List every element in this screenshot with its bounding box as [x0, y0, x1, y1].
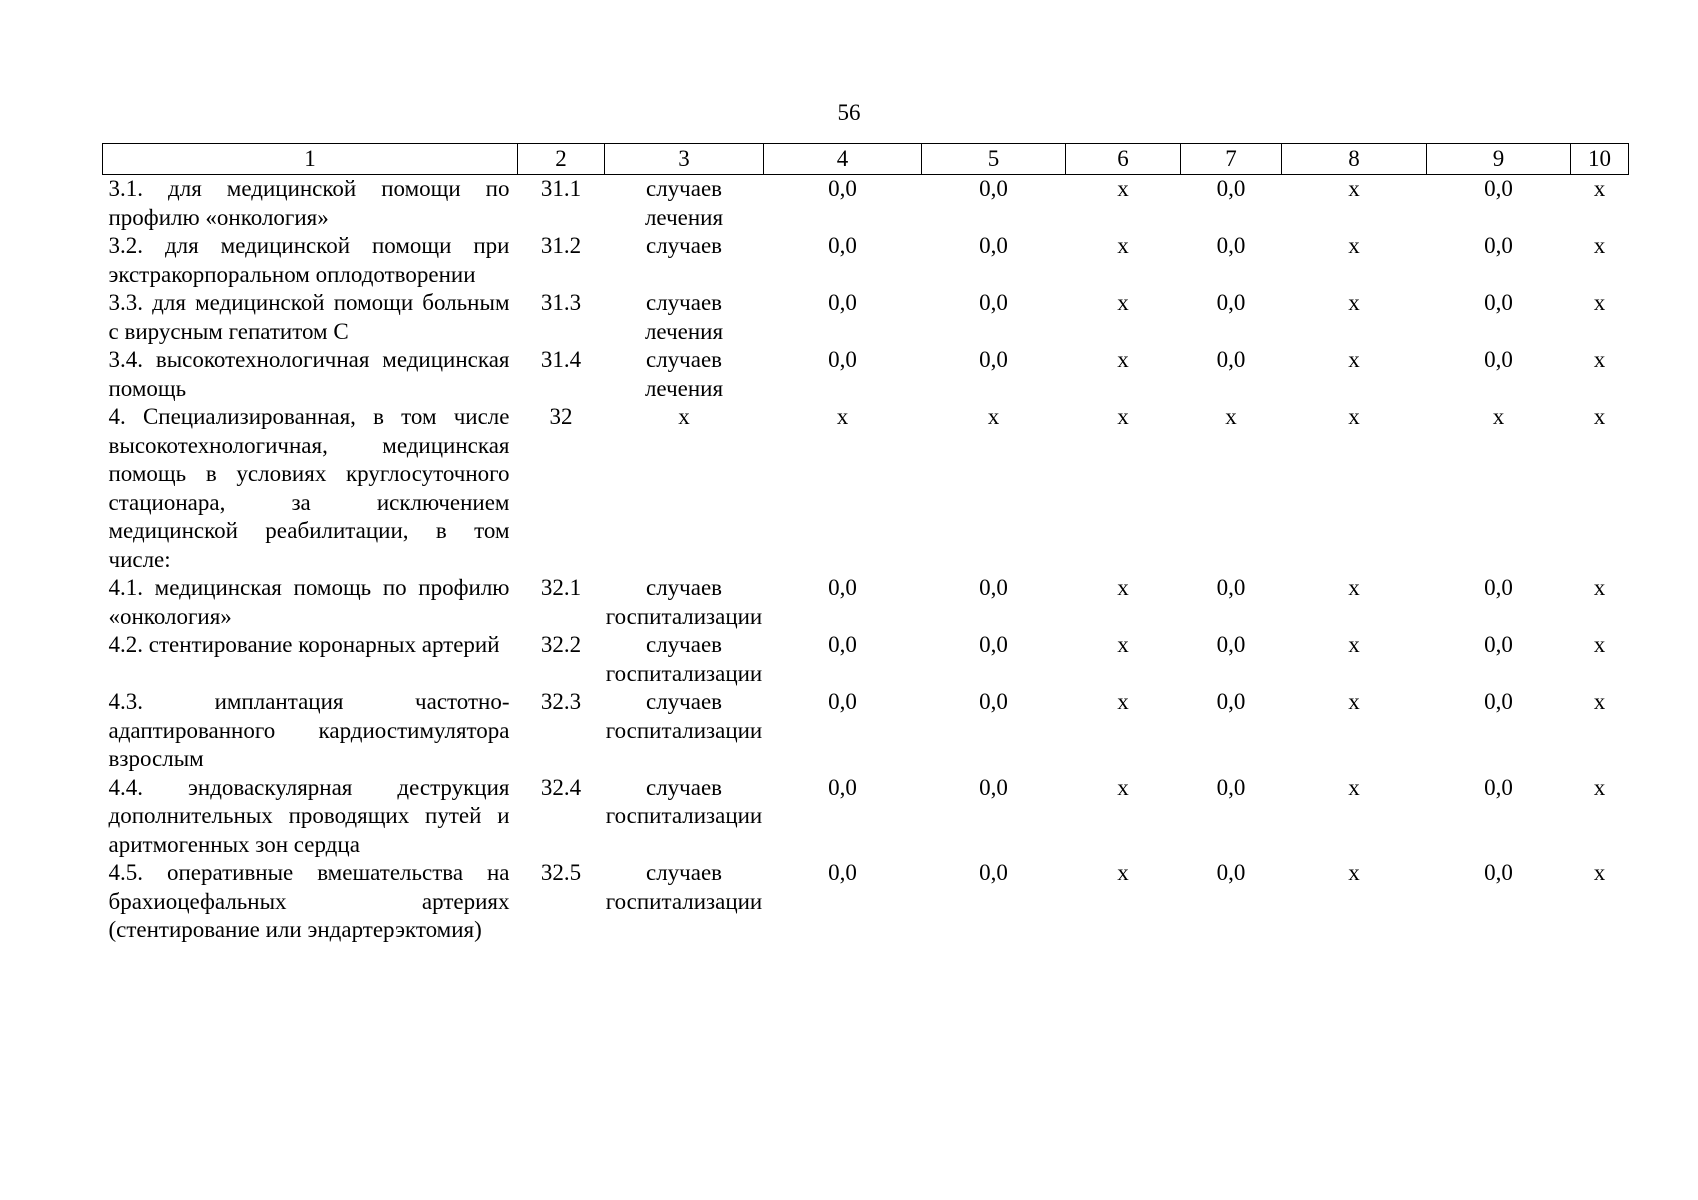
value-cell: 0,0	[828, 689, 857, 714]
value-cell: х	[1593, 290, 1606, 315]
value-cell: 0,0	[828, 176, 857, 201]
value-cell: 0,0	[1216, 176, 1246, 201]
unit-cell: случаев госпитализации	[605, 774, 763, 828]
table-row	[103, 346, 1629, 403]
row-code-cell: 31.2	[540, 233, 582, 258]
value-cell: х	[1348, 176, 1360, 201]
value-cell: х	[1117, 176, 1129, 201]
value-cell: х	[1593, 176, 1606, 201]
value-cell: 0,0	[828, 774, 857, 800]
value-cell: 0,0	[1484, 176, 1513, 201]
table-row	[103, 403, 1629, 574]
row-code-cell: 32.4	[540, 774, 582, 800]
value-cell: 0,0	[828, 290, 857, 315]
value-cell: 0,0	[1484, 860, 1513, 885]
data-table	[102, 143, 1629, 945]
value-cell: 0,0	[979, 632, 1008, 657]
value-cell: х	[987, 404, 1000, 429]
value-cell: 0,0	[828, 347, 857, 372]
column-header: 8	[1282, 144, 1427, 175]
value-cell: 0,0	[979, 347, 1008, 372]
value-cell: х	[1348, 575, 1360, 600]
value-cell: 0,0	[1484, 632, 1513, 657]
row-name-cell: 4.1. медицинская помощь по профилю «онкология»	[108, 575, 510, 629]
value-cell: х	[1117, 233, 1129, 258]
row-name-cell: 4.2. стентирование коронарных артерий	[108, 632, 500, 657]
column-header: 9	[1427, 144, 1571, 175]
value-cell: х	[1348, 404, 1360, 429]
unit-cell: случаев	[645, 233, 723, 258]
row-name-cell: 3.3. для медицинской помощи больным с вирусным гепатитом С	[108, 290, 510, 344]
column-header: 5	[922, 144, 1066, 175]
value-cell: х	[1348, 233, 1360, 258]
value-cell: 0,0	[1484, 774, 1513, 800]
row-name-cell: 3.2. для медицинской помощи при экстракорпоральном оплодотворении	[108, 233, 510, 287]
row-name-cell: 4.5. оперативные вмешательства на брахиоцефальных артериях (стентирование или эндартерэктомия)	[108, 860, 510, 942]
header-row	[103, 144, 1629, 175]
value-cell: 0,0	[1484, 233, 1513, 258]
column-header: 3	[605, 144, 764, 175]
value-cell: х	[1593, 347, 1606, 372]
value-cell: 0,0	[979, 774, 1008, 800]
value-cell: 0,0	[828, 632, 857, 657]
value-cell: х	[836, 404, 849, 429]
value-cell: х	[1593, 233, 1606, 258]
table-row	[103, 631, 1629, 688]
value-cell: 0,0	[1216, 860, 1246, 885]
unit-cell: случаев госпитализации	[605, 632, 763, 686]
value-cell: х	[1348, 860, 1360, 885]
row-code-cell: 32.3	[540, 689, 582, 714]
value-cell: х	[1117, 689, 1129, 714]
value-cell: х	[1348, 632, 1360, 657]
column-header: 6	[1066, 144, 1181, 175]
value-cell: х	[1593, 632, 1606, 657]
column-header: 1	[103, 144, 518, 175]
column-header: 4	[764, 144, 922, 175]
table-row	[103, 232, 1629, 289]
page-number: 56	[837, 100, 861, 125]
unit-cell: х	[678, 404, 690, 429]
row-code-cell: 32.1	[540, 575, 582, 600]
value-cell: х	[1117, 632, 1129, 657]
unit-cell: случаев госпитализации	[605, 575, 763, 629]
value-cell: 0,0	[979, 689, 1008, 714]
value-cell: х	[1117, 404, 1129, 429]
column-header: 2	[518, 144, 605, 175]
value-cell: х	[1593, 774, 1606, 800]
table-row	[103, 774, 1629, 860]
value-cell: х	[1225, 404, 1237, 429]
value-cell: 0,0	[1216, 774, 1246, 800]
value-cell: 0,0	[828, 233, 857, 258]
value-cell: 0,0	[1216, 233, 1246, 258]
unit-cell: случаев лечения	[644, 347, 724, 401]
value-cell: 0,0	[1484, 347, 1513, 372]
row-name-cell: 3.4. высокотехнологичная медицинская помощь	[108, 347, 510, 401]
row-code-cell: 31.1	[540, 176, 582, 201]
value-cell: х	[1117, 347, 1129, 372]
value-cell: х	[1348, 774, 1360, 800]
value-cell: 0,0	[828, 575, 857, 600]
value-cell: 0,0	[979, 233, 1008, 258]
value-cell: 0,0	[1216, 575, 1246, 600]
value-cell: х	[1117, 575, 1129, 600]
table-row	[103, 175, 1629, 233]
value-cell: 0,0	[828, 860, 857, 885]
value-cell: 0,0	[1484, 689, 1513, 714]
row-name-cell: 4.4. эндоваскулярная деструкция дополнительных проводящих путей и аритмогенных зон сердца	[108, 774, 510, 857]
row-code-cell: 31.3	[540, 290, 582, 315]
table-body	[103, 175, 1629, 945]
value-cell: 0,0	[1484, 575, 1513, 600]
row-code-cell: 32	[549, 404, 573, 429]
value-cell: х	[1117, 860, 1129, 885]
value-cell: 0,0	[979, 575, 1008, 600]
value-cell: х	[1348, 290, 1360, 315]
value-cell: 0,0	[1216, 689, 1246, 714]
value-cell: х	[1593, 404, 1606, 429]
row-name-cell: 4. Специализированная, в том числе высокотехнологичная, медицинская помощь в условиях круглосуточного стационара, за исключением медицинской реабилитации, в том числе:	[108, 404, 510, 572]
value-cell: х	[1348, 689, 1360, 714]
row-name-cell: 3.1. для медицинской помощи по профилю «онкология»	[108, 176, 510, 230]
value-cell: х	[1348, 347, 1360, 372]
value-cell: х	[1117, 774, 1129, 800]
table-row	[103, 574, 1629, 631]
value-cell: 0,0	[979, 176, 1008, 201]
value-cell: х	[1593, 689, 1606, 714]
value-cell: 0,0	[979, 290, 1008, 315]
unit-cell: случаев лечения	[644, 290, 724, 344]
value-cell: х	[1593, 575, 1606, 600]
value-cell: 0,0	[1216, 290, 1246, 315]
value-cell: 0,0	[1484, 290, 1513, 315]
table-row	[103, 859, 1629, 945]
row-code-cell: 31.4	[540, 347, 582, 372]
table-row	[103, 289, 1629, 346]
row-code-cell: 32.2	[540, 632, 582, 657]
value-cell: х	[1117, 290, 1129, 315]
column-header: 10	[1571, 144, 1629, 175]
table-row	[103, 688, 1629, 774]
column-header: 7	[1181, 144, 1282, 175]
row-code-cell: 32.5	[540, 860, 582, 885]
value-cell: х	[1492, 404, 1505, 429]
unit-cell: случаев госпитализации	[605, 860, 763, 914]
unit-cell: случаев лечения	[644, 176, 724, 230]
row-name-cell: 4.3. имплантация частотно-адаптированного кардиостимулятора взрослым	[108, 689, 510, 771]
value-cell: х	[1593, 860, 1606, 885]
unit-cell: случаев госпитализации	[605, 689, 763, 743]
value-cell: 0,0	[979, 860, 1008, 885]
value-cell: 0,0	[1216, 347, 1246, 372]
value-cell: 0,0	[1216, 632, 1246, 657]
